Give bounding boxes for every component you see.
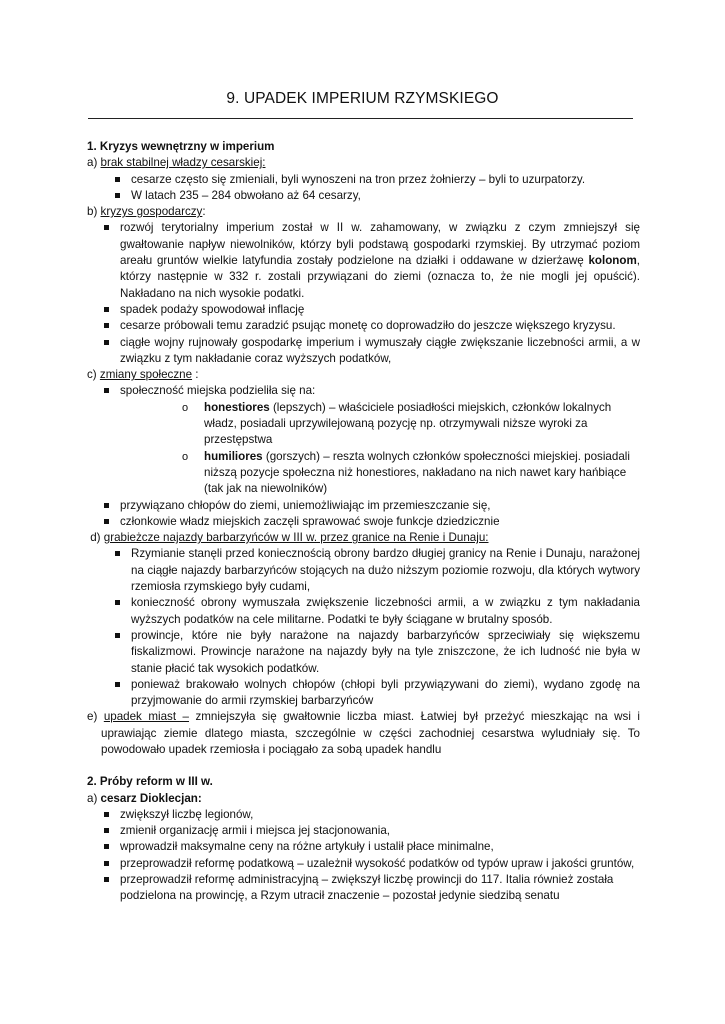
list-item: członkowie władz miejskich zaczęli sprawować swoje funkcje dziedzicznie <box>120 514 640 530</box>
subsection-c: c) zmiany społeczne : <box>87 368 199 382</box>
list-item: ciągłe wojny rujnowały gospodarkę imperium i wymuszały ciągłe zwiększanie liczebności armii, a w związku z tym nakładanie coraz wyższych podatków, <box>120 335 640 368</box>
sublist <box>120 400 640 498</box>
subsection-d: d) grabieżcze najazdy barbarzyńców w III w. przez granice na Renie i Dunaju: <box>87 531 489 545</box>
subsection-e-label: upadek miast – <box>103 710 189 724</box>
subsection-a-list <box>87 172 640 205</box>
sublist-item: o humiliores (gorszych) – reszta wolnych członków społeczności miejskiej. posiadali niższą pozycje społeczna niż honestiores, nakładano na nich nawet kary hańbiące (tak jak na niewolników) <box>204 449 640 498</box>
list-item: przywiązano chłopów do ziemi, uniemożliwiając im przemieszczanie się, <box>120 498 640 514</box>
subsection-b-label: kryzys gospodarczy <box>100 205 203 219</box>
list-item: wprowadził maksymalne ceny na różne artykuły i ustalił płace minimalne, <box>120 839 640 855</box>
list-item: ponieważ brakowało wolnych chłopów (chłopi byli przywiązywani do ziemi), wydano zgodę na przyjmowanie do armii rzymskiej barbarzyńców <box>131 677 640 710</box>
list-item: prowincje, które nie były narażone na najazdy barbarzyńców sprzeciwiały się większemu fiskalizmowi. Prowincje narażone na najazdy były na tyle zniszczone, że ich ludność nie była w stanie płacić tak wysokich podatków. <box>131 628 640 677</box>
subsection-c-label: zmiany społeczne <box>99 368 193 382</box>
section-gap <box>87 758 640 774</box>
section-2-heading: 2. Próby reform w III w. <box>87 775 213 789</box>
list-item: przeprowadził reformę podatkową – uzależnił wysokość podatków od typów upraw i jakości gruntów, <box>120 856 640 872</box>
section-2-subsection-a: a) cesarz Dioklecjan: <box>87 791 202 805</box>
subsection-d-label: grabieżcze najazdy barbarzyńców w III w. przez granice na Renie i Dunaju: <box>103 531 489 545</box>
list-item: spadek podaży spowodował inflację <box>120 302 640 318</box>
list-item: przeprowadził reformę administracyjną – zwiększył liczbę prowincji do 117. Italia również została podzielona na prowincję, a Rzym utracił znaczenie – pozostał jedynie siedzibą senatu <box>120 872 640 905</box>
page-title: 9. UPADEK IMPERIUM RZYMSKIEGO <box>226 90 499 107</box>
sublist-item: o honestiores (lepszych) – właściciele posiadłości miejskich, członków lokalnych władz, posiadali uprzywilejowaną pozycję np. otrzymywali niższe wyroki za przestępstwa <box>204 400 640 449</box>
list-item: zmienił organizację armii i miejsca jej stacjonowania, <box>120 823 640 839</box>
subsection-a: a) brak stabilnej władzy cesarskiej: <box>87 156 266 170</box>
title-underline <box>88 118 633 119</box>
subsection-c-list <box>87 383 640 530</box>
list-item: W latach 235 – 284 obwołano aż 64 cesarzy, <box>131 188 640 204</box>
subsection-b-list <box>87 220 640 367</box>
list-item: społeczność miejska podzieliła się na: o honestiores (lepszych) – właściciele posiadłości miejskich, członków lokalnych władz, posiadali uprzywilejowaną pozycję np. otrzymywali niższe wyroki za przestępstwa o humiliores (gorszych) – reszta wolnych członków społeczności miejskiej. posiadali niższą pozycje społeczna niż honestiores, nakładano na nich nawet kary hańbiące (tak jak na niewolników) <box>120 383 640 497</box>
list-item: cesarze często się zmieniali, byli wynoszeni na tron przez żołnierzy – byli to uzurpatorzy. <box>131 172 640 188</box>
subsection-e: e) upadek miast – zmniejszyła się gwałtownie liczba miast. Łatwiej był przeżyć mieszkając na wsi i uprawiając ziemie dlatego miasta, szczególnie w części zachodniej cesarstwa wyludniały się. To powodowało upadek rzemiosła i pociągało za sobą upadek handlu <box>87 710 640 756</box>
list-item: konieczność obrony wymuszała zwiększenie liczebności armii, a w związku z tym nakładania wyższych podatków na cele militarne. Podatki te były ściągane w brutalny sposób. <box>131 595 640 628</box>
list-item: zwiększył liczbę legionów, <box>120 807 640 823</box>
subsection-d-list <box>87 546 640 709</box>
section-1-heading: 1. Kryzys wewnętrzny w imperium <box>87 140 275 153</box>
section-2-list <box>87 807 640 905</box>
list-item: Rzymianie stanęli przed koniecznością obrony bardzo długiej granicy na Renie i Dunaju, narażonej na ciągłe najazdy barbarzyńców stojących na dużo niższym poziomie rozwoju, dla których wytwory rzemiosła rzymskiego były cudami, <box>131 546 640 595</box>
subsection-a-label: brak stabilnej władzy cesarskiej: <box>100 156 266 170</box>
document-body <box>87 139 640 905</box>
subsection-b: b) kryzys gospodarczy: <box>87 205 206 219</box>
list-item: rozwój terytorialny imperium został w II w. zahamowany, w związku z czym zmniejszył się gwałtowanie napływ niewolników, którzy byli podstawą gospodarki rzymskiej. By utrzymać poziom areału gruntów wielkie latyfundia zostały podzielone na działki i oddawane w dzierżawę kolonom, którzy następnie w 332 r. zostali przywiązani do ziemi (oznacza to, że nie mogli jej opuścić). Nakładano na nich wysokie podatki. <box>120 220 640 301</box>
list-item: cesarze próbowali temu zaradzić psując monetę co doprowadziło do jeszcze większego kryzysu. <box>120 318 640 334</box>
